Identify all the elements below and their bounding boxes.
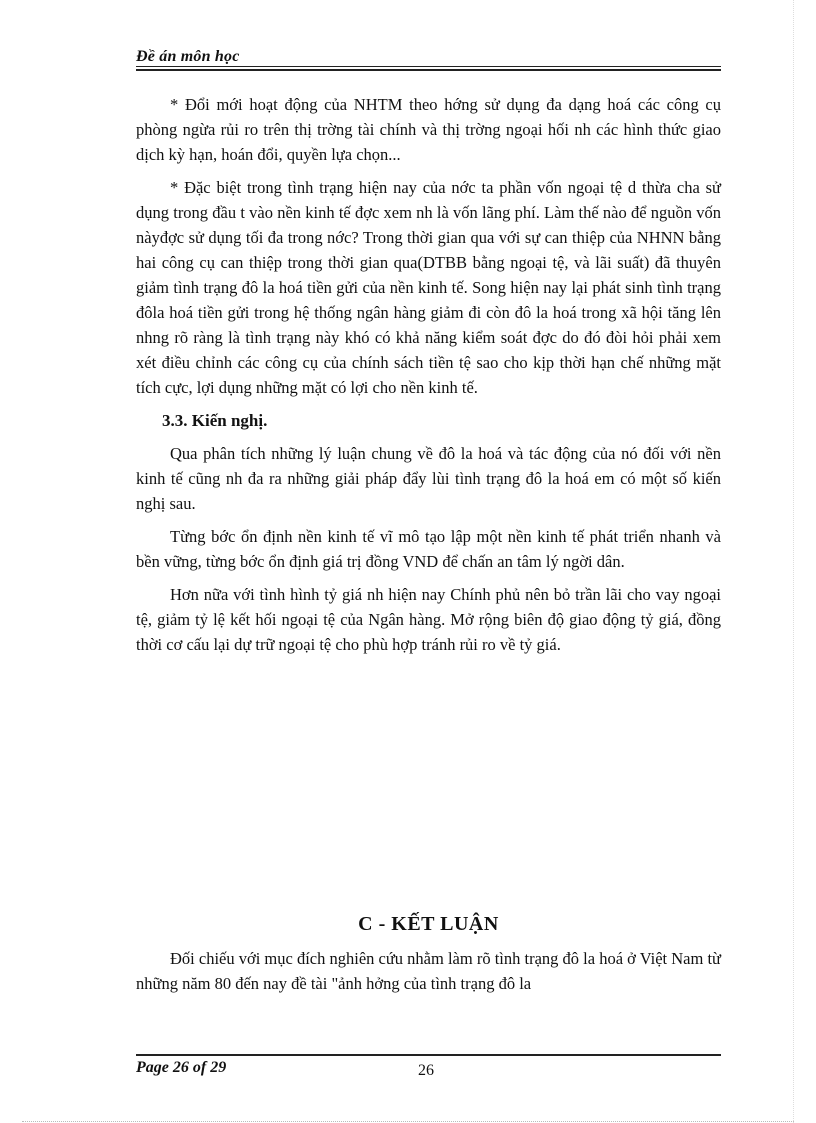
footer-divider [136, 1054, 721, 1056]
header-title: Đề án môn học [136, 48, 240, 65]
paragraph-current-situation: * Đặc biệt trong tình trạng hiện nay của nớc ta phần vốn ngoại tệ d thừa cha sử dụng trong đầu t vào nền kinh tế đợc xem nh là vốn lãng phí. Làm thế nào để nguồn vốn nàyđợc sử dụng tối đa trong nớc? Trong thời gian qua với sự can thiệp của NHNN bằng hai công cụ can thiệp trong thời gian qua(DTBB bằng ngoại tệ, và lãi suất) đã thuyên giảm tình trạng đô la hoá tiền gửi của nền kinh tế. Song hiện nay lại phát sinh tình trạng đôla hoá tiền gửi trong hệ thống ngân hàng giảm đi còn đô la hoá trong xã hội tăng lên nhng rõ ràng là tình trạng này khó có khả năng kiểm soát đợc do đó đòi hỏi phải xem xét điều chỉnh các công cụ của chính sách tiền tệ sao cho kịp thời hạn chế những mặt tích cực, lợi dụng những mặt có lợi cho nền kinh tế. [136, 178, 721, 397]
conclusion-paragraph: Đối chiếu với mục đích nghiên cứu nhằm làm rõ tình trạng đô la hoá ở Việt Nam từ những năm 80 đến nay đề tài "ảnh hởng của tình trạng đô la [136, 949, 721, 993]
section-heading-recommendations: 3.3. Kiến nghị. [162, 411, 268, 430]
conclusion-body [136, 946, 721, 996]
header-divider-thick [136, 69, 721, 71]
document-body [136, 92, 721, 665]
paragraph-recommendation-intro: Qua phân tích những lý luận chung về đô la hoá và tác động của nó đối với nền kinh tế cũng nh đa ra những giải pháp đẩy lùi tình trạng đô la hoá em có một số kiến nghị sau. [136, 444, 721, 513]
paragraph-renovation: * Đổi mới hoạt động của NHTM theo hớng sử dụng đa dạng hoá các công cụ phòng ngừa rủi ro trên thị trờng tài chính và thị trờng ngoại hối nh các hình thức giao dịch kỳ hạn, hoán đổi, quyền lựa chọn... [136, 95, 721, 164]
conclusion-heading: C - KẾT LUẬN [358, 913, 499, 935]
header-divider [136, 66, 721, 67]
page-right-edge [793, 0, 794, 1123]
paragraph-recommendation-stability: Từng bớc ổn định nền kinh tế vĩ mô tạo lập một nền kinh tế phát triển nhanh và bền vững, từng bớc ổn định giá trị đồng VND để chấn an tâm lý ngời dân. [136, 527, 721, 571]
page-bottom-edge [22, 1121, 794, 1122]
footer-page-number: 26 [418, 1062, 434, 1079]
paragraph-recommendation-exchange-rate: Hơn nữa với tình hình tỷ giá nh hiện nay Chính phủ nên bỏ trần lãi cho vay ngoại tệ, giảm tỷ lệ kết hối ngoại tệ của Ngân hàng. Mở rộng biên độ giao động tỷ giá, đồng thời cơ cấu lại dự trữ ngoại tệ cho phù hợp tránh rủi ro về tỷ giá. [136, 585, 721, 654]
footer-page-label: Page 26 of 29 [136, 1059, 227, 1076]
